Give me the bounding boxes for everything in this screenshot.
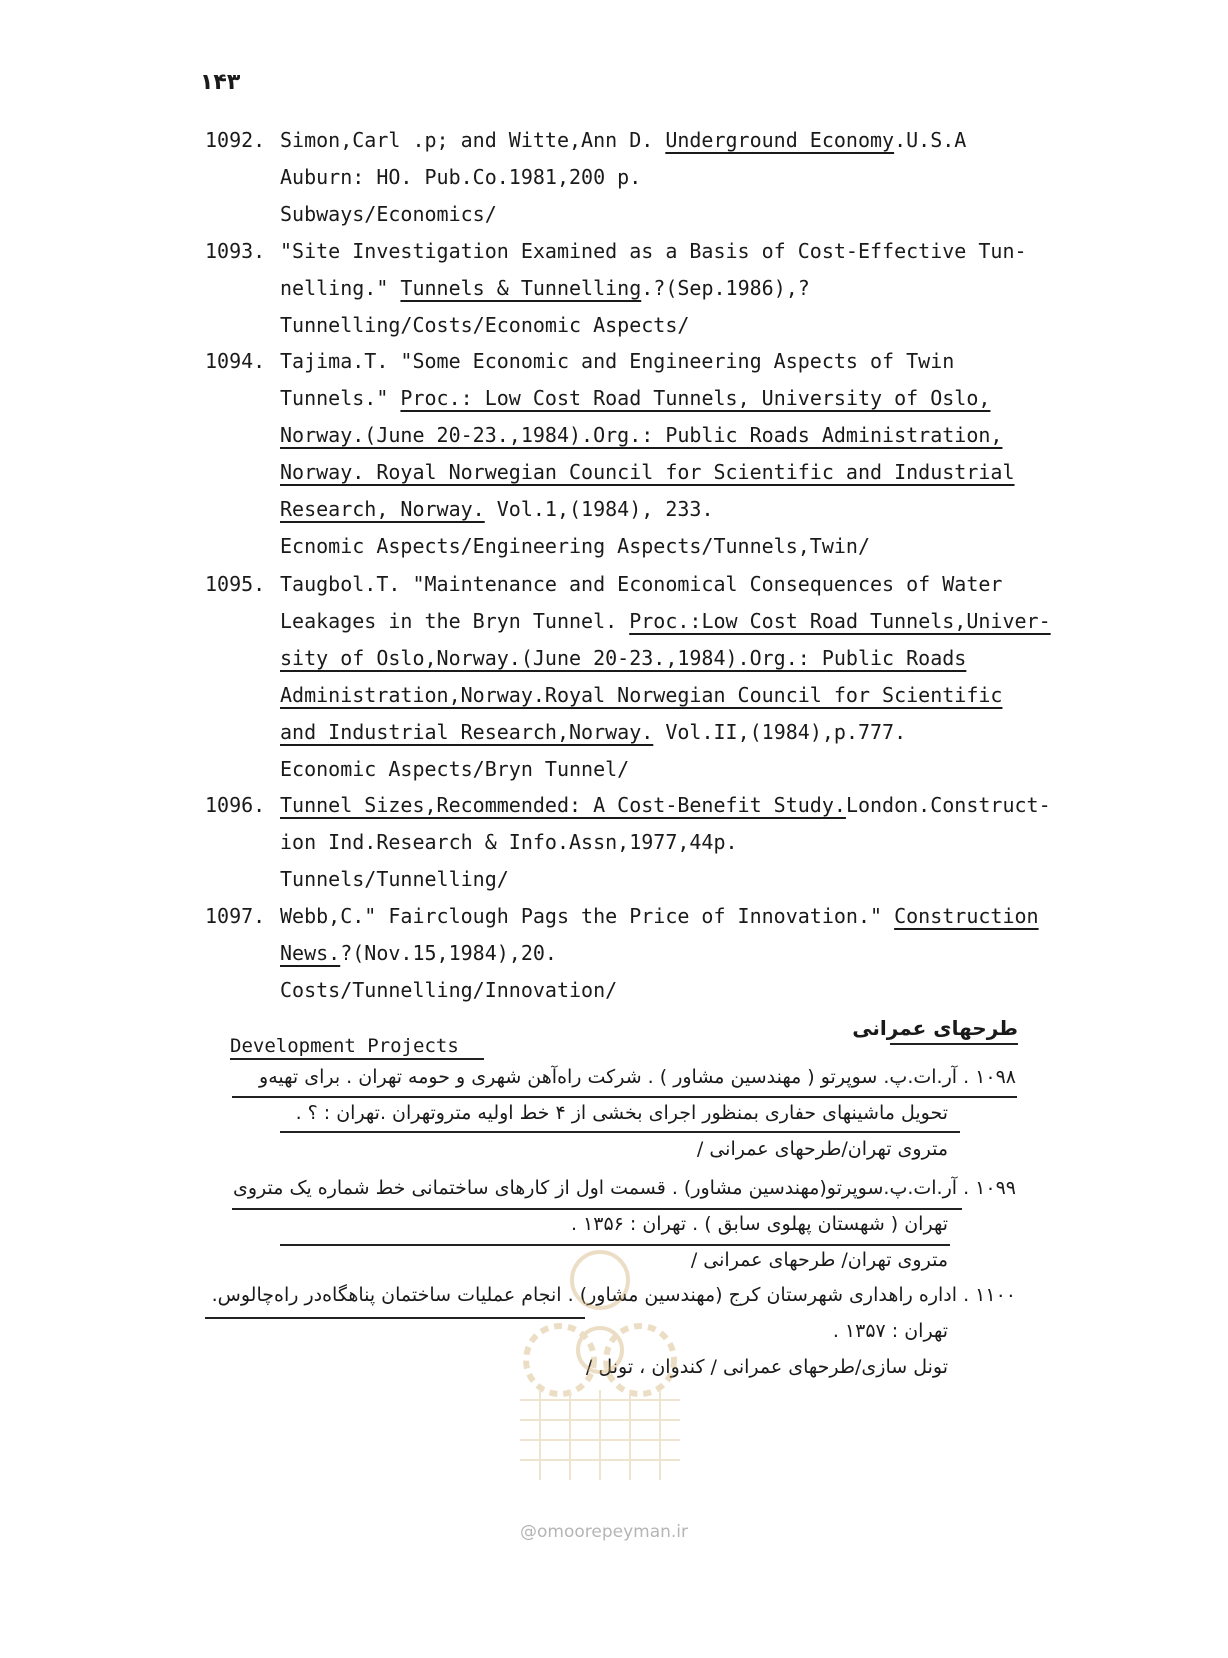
- entry-line: [280, 759, 629, 779]
- fa-entry-line: [296, 1104, 948, 1123]
- fa-entry-number: ۱۰۹۹ .: [963, 1177, 1016, 1199]
- underlined-title: Research, Norway.: [280, 497, 485, 521]
- entry-line: [280, 832, 738, 852]
- fa-entry-text: آر.ات.پ. سوپرتو ( مهندسین مشاور ) . شرکت راه‌آهن شهری و حومه تهران . برای تهیه‌و: [259, 1066, 958, 1088]
- entry-text: Costs/Tunnelling/Innovation/: [280, 978, 618, 1002]
- fa-entry-text: تهران ( شهستان پهلوی سابق ) . تهران : ۱۳۵۶ .: [570, 1213, 948, 1235]
- entry-text: Tunnels.": [280, 386, 401, 410]
- entry-line: [280, 943, 557, 963]
- entry-text: Economic Aspects/Bryn Tunnel/: [280, 757, 630, 781]
- entry-line: [280, 167, 641, 187]
- entry-text: Taugbol.T. "Maintenance and Economical Consequences of Water: [280, 572, 1003, 596]
- entry-line: [280, 906, 1039, 926]
- fa-entry-text: آر.ات.پ.سوپرتو(مهندسین مشاور) . قسمت اول از کارهای ساختمانی خط شماره یک متروی: [232, 1177, 958, 1199]
- underlined-title: Proc.:Low Cost Road Tunnels,Univer-: [629, 609, 1051, 633]
- entry-line: [280, 315, 689, 335]
- entry-text: Leakages in the Bryn Tunnel.: [280, 609, 630, 633]
- entry-number: 1093.: [205, 239, 266, 263]
- entry-number: 1097.: [205, 904, 266, 928]
- underlined-title: Construction: [894, 904, 1039, 928]
- fa-entry-line: [697, 1140, 948, 1159]
- entry-line: [280, 130, 966, 150]
- entry-text: .U.S.A: [894, 128, 967, 152]
- fa-title-underline: [232, 1096, 1017, 1098]
- fa-entry-line: [259, 1068, 1016, 1087]
- entry-text: Auburn: HO. Pub.Co.1981,200 p.: [280, 165, 642, 189]
- entry-text: Vol.1,(1984), 233.: [484, 497, 714, 521]
- underlined-title: Proc.: Low Cost Road Tunnels, University of Oslo,: [400, 386, 991, 410]
- entry-text: ion Ind.Research & Info.Assn,1977,44p.: [280, 830, 738, 854]
- fa-entry-text: تهران : ۱۳۵۷ .: [832, 1320, 948, 1342]
- page-number: ۱۴۳: [200, 70, 241, 95]
- entry-line: [280, 611, 1051, 631]
- stamp-logo: [500, 1240, 700, 1500]
- entry-text: "Site Investigation Examined as a Basis of Cost-Effective Tun-: [280, 239, 1027, 263]
- entry-line: [280, 499, 713, 519]
- fa-entry-number: ۱۱۰۰ .: [963, 1284, 1016, 1306]
- underlined-title: News.: [280, 941, 341, 965]
- entry-text: Tunnels/Tunnelling/: [280, 867, 509, 891]
- section-title-en-underline: [230, 1058, 484, 1060]
- entry-text: Tunnelling/Costs/Economic Aspects/: [280, 313, 690, 337]
- entry-line: [280, 795, 1051, 815]
- section-title-en: Development Projects: [230, 1035, 459, 1057]
- fa-entry-line: [233, 1179, 1016, 1198]
- underlined-title: Underground Economy: [665, 128, 895, 152]
- entry-text: ?(Nov.15,1984),20.: [340, 941, 557, 965]
- fa-entry-text: متروی تهران/طرحهای عمرانی /: [696, 1138, 948, 1160]
- entry-line: [280, 722, 906, 742]
- underlined-title: Tunnels & Tunnelling: [400, 276, 642, 300]
- fa-entry-line: [691, 1251, 948, 1270]
- at-sign-icon: @: [520, 1522, 537, 1542]
- entry-line: [280, 980, 617, 1000]
- underlined-title: sity of Oslo,Norway.(June 20-23.,1984).Org.: Public Roads: [280, 646, 967, 670]
- fa-entry-text: متروی تهران/ طرحهای عمرانی /: [690, 1249, 948, 1271]
- entry-text: Vol.II,(1984),p.777.: [653, 720, 907, 744]
- fa-entry-line: [833, 1322, 948, 1341]
- underlined-title: Tunnel Sizes,Recommended: A Cost-Benefit Study.: [280, 793, 846, 817]
- underlined-title: and Industrial Research,Norway.: [280, 720, 654, 744]
- entry-text: Webb,C." Fairclough Pags the Price of Innovation.": [280, 904, 895, 928]
- fa-title-underline: [280, 1131, 960, 1133]
- underlined-title: Administration,Norway.Royal Norwegian Council for Scientific: [280, 683, 1003, 707]
- entry-number: 1096.: [205, 793, 266, 817]
- entry-text: London.Construct-: [845, 793, 1051, 817]
- entry-line: [280, 574, 1002, 594]
- fa-entry-text: تحویل ماشینهای حفاری بمنظور اجرای بخشی از ۴ خط اولیه متروتهران .تهران : ؟ .: [295, 1102, 948, 1124]
- entry-text: Simon,Carl .p; and Witte,Ann D.: [280, 128, 666, 152]
- entry-line: [280, 388, 990, 408]
- entry-text: nelling.": [280, 276, 401, 300]
- underlined-title: Norway.(June 20-23.,1984).Org.: Public Roads Administration,: [280, 423, 1003, 447]
- watermark-text: omoorepeyman.ir: [537, 1522, 689, 1542]
- fa-title-underline: [232, 1208, 962, 1210]
- entry-text: Tajima.T. "Some Economic and Engineering Aspects of Twin: [280, 349, 955, 373]
- fa-entry-text: اداره راهداری شهرستان کرج (مهندسین مشاور) . انجام عملیات ساختمان پناهگاه‌در راه‌چالوس.: [211, 1284, 958, 1306]
- section-title-fa-underline: [890, 1043, 1018, 1045]
- underlined-title: Norway. Royal Norwegian Council for Scientific and Industrial: [280, 460, 1015, 484]
- entry-number: 1094.: [205, 349, 266, 373]
- entry-text: Ecnomic Aspects/Engineering Aspects/Tunnels,Twin/: [280, 534, 871, 558]
- entry-text: .?(Sep.1986),?: [641, 276, 810, 300]
- entry-line: [280, 278, 810, 298]
- entry-line: [280, 351, 954, 371]
- entry-line: [280, 425, 1002, 445]
- entry-line: [280, 204, 497, 224]
- entry-text: Subways/Economics/: [280, 202, 497, 226]
- entry-line: [280, 536, 870, 556]
- fa-entry-number: ۱۰۹۸ .: [963, 1066, 1016, 1088]
- entry-line: [280, 685, 1002, 705]
- entry-line: [280, 648, 966, 668]
- entry-number: 1095.: [205, 572, 266, 596]
- fa-entry-text: تونل سازی/طرحهای عمرانی / کندوان ، تونل /: [585, 1356, 948, 1378]
- entry-line: [280, 462, 1015, 482]
- entry-line: [280, 869, 509, 889]
- watermark: [520, 1522, 688, 1542]
- entry-line: [280, 241, 1027, 261]
- section-title-fa: طرحهای عمرانی: [852, 1016, 1018, 1040]
- entry-number: 1092.: [205, 128, 266, 152]
- fa-entry-line: [571, 1215, 948, 1234]
